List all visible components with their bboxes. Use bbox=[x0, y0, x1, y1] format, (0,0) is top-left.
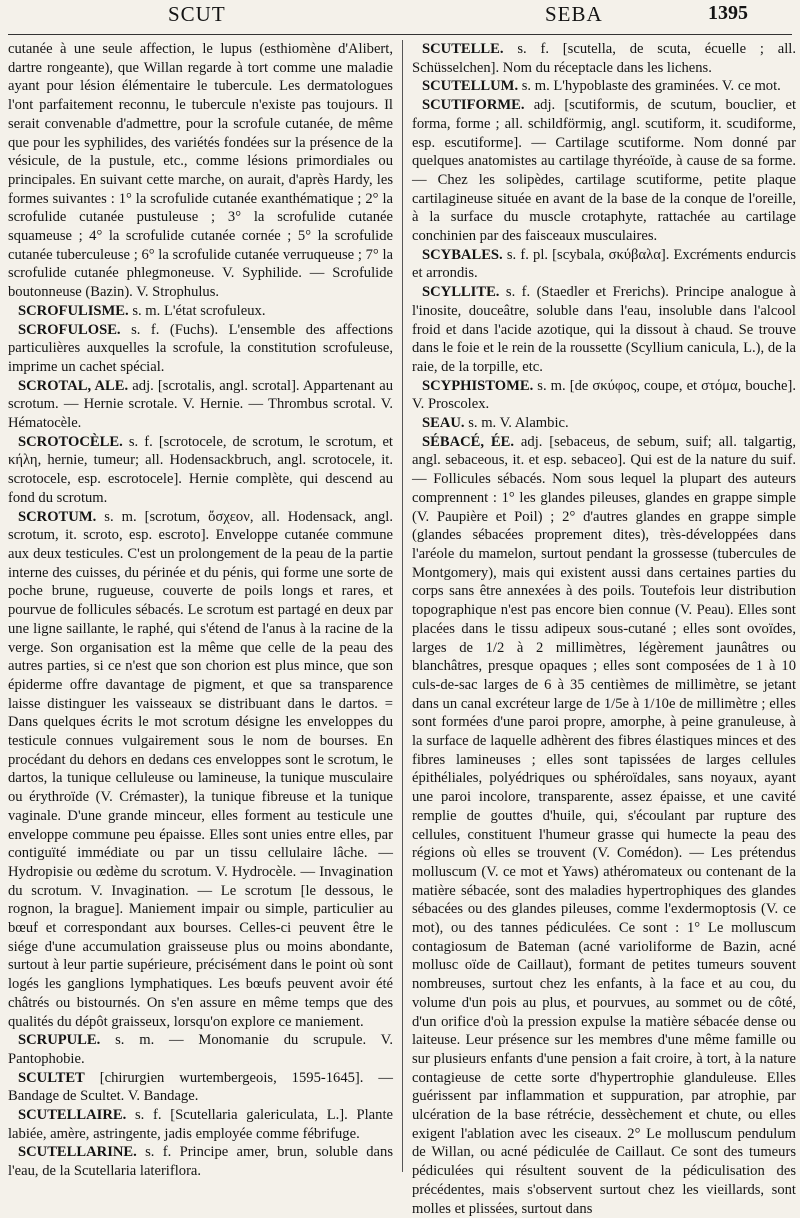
right-column bbox=[412, 40, 796, 1217]
entry-headword: SCUTIFORME. bbox=[422, 97, 525, 114]
dictionary-entry bbox=[8, 1143, 393, 1180]
left-column bbox=[8, 40, 393, 1180]
entry-text: adj. [sebaceus, de sebum, suif; all. talgartig, angl. sebaceous, it. et esp. sebaceo]. Qui est de la nature du suif. — Follicules sébacés. Nom sous lequel la plupart des auteurs comprennent : 1° les glandes pileuses, glandes en grappe simple (V. Paupière et Poil) ; 2° d'autres glandes en grappe simple (glandes sébacées proprement dites), très-développées dans l'aréole du mamelon, surtout pendant la grossesse (tubercules de Montgomery), mais qui existent aussi dans certaines parties du corps sans être annexées à des poils. Toutefois leur distribution topographique n'est pas encore bien connue (V. Peau). Elles sont placées dans le tissu adipeux sous-cutané ; elles sont ovoïdes, larges de 1/2 à 2 millimètres, légèrement jaunâtres ou blanchâtres, presque opaques ; elles sont composées de 1 à 10 culs-de-sac larges de 6 à 35 centièmes de millimètre, se jetant dans un canal excréteur large de 1/5e à 1/10e de millimètre ; elles sont formées d'une paroi propre, amorphe, à peine granuleuse, à la surface de laquelle adhèrent des fibres élastiques minces et des fibres lamineuses ; elles sont tapissées de larges cellules épithéliales, polyédriques ou sphéroïdales, sans noyaux, ayant une paroi incolore, transparente, assez épaisse, et une cavité remplie de gouttes d'huile, qui, s'écoulant par rupture des cellules, constituent l'humeur grasse qui humecte la peau des régions où elles se trouvent (V. Comédon). — Les prétendus molluscum (V. ce mot et Yaws) athéromateux ou contenant de la matière sébacée, sont des maladies hypertrophiques des glandes sébacées ou des glandes pileuses, comme l'exdermoptosis (V. ce mot), ou des tannes pédiculées. Ce sont : 1° Le molluscum contagiosum de Bateman (acné varioliforme de Bazin, acné mollusc oïde de Caillaut), formant de petites tumeurs souvent nombreuses, surtout chez les enfants, à la face et au cou, du volume d'un pois au plus, et pourvues, au sommet ou de côté, d'un orifice d'où la pression expulse la matière sébacée dense ou laiteuse. Leur présence sur les membres d'une même famille ou sur plusieurs enfants d'une pension a fait croire, à tort, à la nature contagieuse de cette sorte d'hypertrophie glanduleuse. Elles guérissent par inflammation et suppuration, par atrophie, par ulcération de la base rétrécie, dessèchement et chute, ou elles exigent l'ablation avec les ciseaux. 2° Le molluscum pendulum de Willan, ou acné pédiculée de Caillaut. Ce sont des tumeurs pédiculées qui résultent souvent de la pédiculisation des précédentes, mais s'observent surtout chez les vieillards, sont molles et plissées, surtout dans bbox=[412, 433, 796, 1217]
entry-headword: SCROFULISME. bbox=[18, 302, 129, 319]
entry-text: s. m. — Monomanie du scrupule. V. Pantophobie. bbox=[8, 1032, 393, 1067]
column-divider bbox=[402, 40, 403, 1172]
entry-text: s. f. [Scutellaria galericulata, L.]. Plante labiée, amère, astringente, jadis employée comme fébrifuge. bbox=[8, 1107, 393, 1142]
dictionary-entry bbox=[8, 377, 393, 433]
entry-text: cutanée à une seule affection, le lupus (esthiomène d'Alibert, dartre rongeante), que Willan regarde à tort comme une maladie ayant pour lésion élémentaire le tubercule. Les dermatologues l'ont parfaitement reconnu, le tubercule n'existe pas toujours. Il serait convenable d'admettre, pour la scrofule cutanée, de même que pour les syphilides, des variétés fondées sur la présence de la vésicule, de la pustule, etc., comme lésions primordiales ou principales. En suivant cette marche, on aurait, d'après Hardy, les formes suivantes : 1° la scrofulide cutanée exanthématique ; 2° la scrofulide cutanée pustuleuse ; 3° la scrofulide cutanée squameuse ; 4° la scrofulide cutanée cornée ; 5° la scrofulide cutanée tuberculeuse ; 6° la scrofulide cutanée verruqueuse ; 7° la scrofulide cutanée phlegmoneuse. V. Syphilide. — Scrofulide boutonneuse (Bazin). V. Strophulus. bbox=[8, 41, 393, 301]
dictionary-entry bbox=[8, 508, 393, 1032]
entry-text: s. m. L'état scrofuleux. bbox=[128, 302, 266, 319]
entry-headword: SCYBALES. bbox=[422, 246, 503, 263]
entry-headword: SCROTAL, ALE. bbox=[18, 377, 129, 394]
entry-headword: SCYLLITE. bbox=[422, 284, 500, 301]
entry-text: adj. [scutiformis, de scutum, bouclier, et forma, forme ; all. schildförmig, angl. scutiform, it. scudiforme, esp. escutiforme]. — Cartilage scutiforme. Nom donné par quelques anatomistes au cartilage thyréoïde, à cause de sa forme. — Chez les solipèdes, cartilage scutiforme, petite plaque cartilagineuse située en avant de la base de la conque de l'oreille, à la surface du muscle crotaphyte, rattachée au cartilage conchinien par des faisceaux musculaires. bbox=[412, 97, 796, 245]
dictionary-entry bbox=[412, 96, 796, 246]
dictionary-entry bbox=[8, 1106, 393, 1143]
entry-text: s. m. V. Alambic. bbox=[464, 415, 569, 432]
dictionary-entry bbox=[412, 433, 796, 1218]
entry-text: s. f. Principe amer, brun, soluble dans l'eau, de la Scutellaria lateriflora. bbox=[8, 1144, 393, 1180]
entry-text: s. f. (Fuchs). L'ensemble des affections particulières auxquelles la scrofule, la constitution scrofuleuse, imprime un cachet spécial. bbox=[8, 321, 393, 375]
entry-headword: SCROTOCÈLE. bbox=[18, 433, 123, 450]
dictionary-entry bbox=[412, 40, 796, 77]
entry-headword: SCYPHISTOME. bbox=[422, 377, 534, 394]
dictionary-entry bbox=[8, 40, 393, 302]
entry-text: s. m. [scrotum, ὄσχεον, all. Hodensack, angl. scrotum, it. scroto, esp. escroto]. Enveloppe cutanée commune aux deux testicules. C'est un prolongement de la peau de la partie interne des cuisses, du périnée et du pénis, qui forme une sorte de poche brune, rugueuse, couverte de poils longs et rares, et pourvue de follicules sébacés. Le scrotum est partagé en deux par une ligne saillante, le raphé, qui s'étend de l'anus à la racine de la verge. Son organisation est la même que celle de la peau des autres parties, si ce n'est que son chorion est plus mince, que son épiderme offre davantage de pigment, et que sa transparence laisse distinguer les vaisseaux se distribuant dans le dartos. = Dans quelques écrits le mot scrotum désigne les enveloppes du testicule connues vulgairement sous le nom de bourses. En procédant du dehors en dedans ces enveloppes sont le scrotum, le dartos, la tunique celluleuse ou lamineuse, la tunique musculaire ou érythroïde (V. Crémaster), la tunique fibreuse et la tunique vaginale. D'une grande minceur, elles forment au testicule une enveloppe commune peu épaisse. Elles sont unies entre elles, par contiguïté immédiate ou par un tissu cellulaire lâche. — Hydropisie ou œdème du scrotum. V. Hydrocèle. — Invagination du scrotum. V. Invagination. — Le scrotum [le dessous, le rognon, la brague]. Maniement impair ou simple, particulier au bœuf et correspondant aux bourses. Celles-ci peuvent être le siége d'une accumulation graisseuse plus ou moins abondante, surtout à leur partie supérieure, précisément dans le point où sont logés les ganglions lymphatiques. Les bœufs peuvent avoir été châtrés ou bistournés. On s'en assure en même temps que des qualités du dépôt graisseux, lorsqu'on explore ce maniement. bbox=[8, 508, 393, 1030]
entry-headword: SCUTELLUM. bbox=[422, 78, 519, 95]
entry-text: s. f. [scutella, de scuta, écuelle ; all. Schüsselchen]. Nom du réceptacle dans les lichens. bbox=[412, 41, 796, 76]
dictionary-entry bbox=[412, 283, 796, 377]
running-head-left: SCUT bbox=[168, 2, 226, 26]
dictionary-entry bbox=[412, 246, 796, 283]
header-rule bbox=[8, 34, 792, 35]
dictionary-entry bbox=[412, 414, 796, 433]
dictionary-entry bbox=[8, 1069, 393, 1106]
dictionary-entry bbox=[8, 1031, 393, 1068]
dictionary-entry bbox=[8, 433, 393, 508]
entry-headword: SCULTET bbox=[18, 1069, 85, 1086]
entry-headword: SCUTELLE. bbox=[422, 41, 504, 57]
entry-text: adj. [scrotalis, angl. scrotal]. Appartenant au scrotum. — Hernie scrotale. V. Hernie. — Thrombus scrotal. V. Hématocèle. bbox=[8, 377, 393, 432]
entry-headword: SÉBACÉ, ÉE. bbox=[422, 433, 515, 450]
page-number: 1395 bbox=[708, 2, 748, 24]
entry-headword: SCROFULOSE. bbox=[18, 321, 121, 338]
entry-text: [chirurgien wurtembergeois, 1595-1645]. — Bandage de Scultet. V. Bandage. bbox=[8, 1069, 393, 1105]
entry-headword: SCROTUM. bbox=[18, 508, 97, 525]
running-head-right: SEBA bbox=[545, 2, 603, 26]
entry-text: s. m. L'hypoblaste des graminées. V. ce mot. bbox=[518, 78, 781, 95]
entry-headword: SEAU. bbox=[422, 415, 465, 432]
dictionary-entry bbox=[8, 302, 393, 321]
dictionary-entry bbox=[412, 77, 796, 96]
entry-text: s. f. pl. [scybala, σκύβαλα]. Excréments endurcis et arrondis. bbox=[412, 246, 796, 282]
entry-headword: SCUTELLARINE. bbox=[18, 1144, 137, 1161]
entry-text: s. f. (Staedler et Frerichs). Principe analogue à l'inosite, douceâtre, soluble dans l'eau, insoluble dans l'alcool froid et dans l'acide azotique, qui la dissout à chaud. Se trouve dans le foie et le rein de la roussette (Scyllium canicula, L.), de la raie, de la torpille, etc. bbox=[412, 284, 796, 375]
entry-headword: SCRUPULE. bbox=[18, 1032, 101, 1049]
dictionary-entry bbox=[8, 321, 393, 377]
entry-text: s. m. [de σκύφος, coupe, et στόμα, bouche]. V. Proscolex. bbox=[412, 377, 796, 413]
entry-text: s. f. [scrotocele, de scrotum, le scrotum, et κήλη, hernie, tumeur; all. Hodensackbruch, angl. scrotocele, it. scrotocele, esp. escrotocele]. Hernie complète, qui descend au fond du scrotum. bbox=[8, 433, 393, 506]
dictionary-entry bbox=[412, 377, 796, 414]
entry-headword: SCUTELLAIRE. bbox=[18, 1107, 127, 1124]
